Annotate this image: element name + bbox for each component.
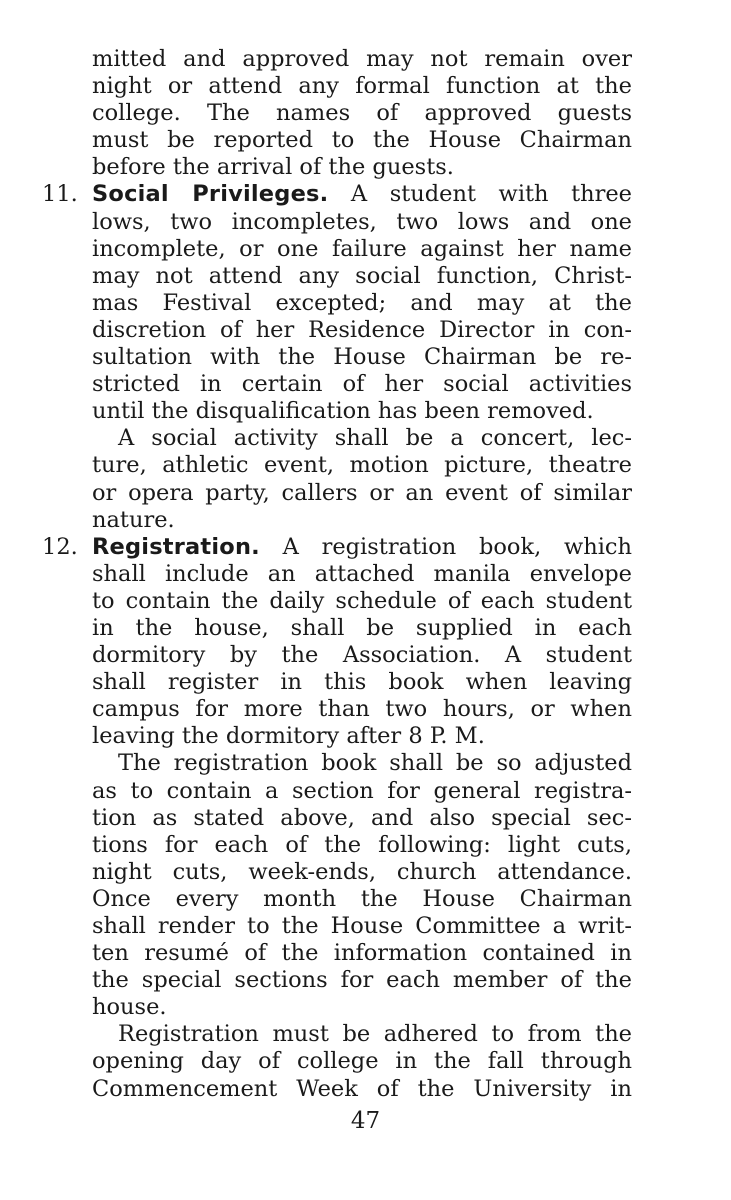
text-fragment: A registration book, which	[259, 533, 632, 560]
text-line: tions for each of the following: light cuts,	[92, 831, 632, 858]
text-line: discretion of her Residence Director in con-	[92, 316, 632, 343]
text-line: incomplete, or one failure against her name	[92, 235, 632, 262]
text-line: mas Festival excepted; and may at the	[92, 289, 632, 316]
text-line: sultation with the House Chairman be re-	[92, 344, 632, 371]
text-line: shall include an attached manila envelope	[92, 560, 632, 587]
text-line: before the arrival of the guests.	[92, 154, 454, 181]
text-line: leaving the dormitory after 8 P. M.	[92, 723, 485, 750]
text-line: house.	[92, 994, 167, 1021]
text-fragment: A student with three	[328, 181, 632, 208]
text-line: ten resumé of the information contained in	[92, 940, 632, 967]
text-line: lows, two incompletes, two lows and one	[92, 208, 632, 235]
text-line: shall render to the House Committee a writ-	[92, 913, 632, 939]
text-line: campus for more than two hours, or when	[92, 696, 632, 723]
text-line: nature.	[92, 506, 175, 533]
section-heading: Registration.	[92, 533, 260, 560]
text-line: in the house, shall be supplied in each	[92, 614, 632, 641]
text-line: college. The names of approved guests	[92, 100, 632, 127]
text-line: may not attend any social function, Christ-	[92, 262, 632, 289]
text-line: Once every month the House Chairman	[92, 885, 632, 912]
text-line: opening day of college in the fall through	[92, 1048, 632, 1075]
text-line: The registration book shall be so adjusted	[118, 750, 632, 777]
text-line: Commencement Week of the University in	[92, 1075, 632, 1102]
text-line: must be reported to the House Chairman	[92, 127, 632, 154]
section-number: 11.	[42, 181, 78, 208]
text-line: stricted in certain of her social activities	[92, 371, 632, 398]
text-line: ture, athletic event, motion picture, theatre	[92, 452, 632, 479]
text-line: the special sections for each member of the	[92, 967, 632, 994]
text-line: dormitory by the Association. A student	[92, 642, 632, 669]
text-line: A social activity shall be a concert, lec-	[118, 425, 632, 452]
section-heading: Social Privileges.	[92, 181, 329, 208]
text-line: shall register in this book when leaving	[92, 669, 632, 696]
page-number: 47	[350, 1108, 381, 1134]
section-12-first-line	[42, 533, 632, 561]
body-text	[42, 46, 632, 1103]
text-line: or opera party, callers or an event of similar	[92, 479, 632, 506]
section-11-first-line	[42, 181, 632, 208]
section-number: 12.	[42, 533, 78, 560]
text-line: as to contain a section for general registra-	[92, 777, 632, 804]
text-line: night cuts, week-ends, church attendance.	[92, 858, 632, 885]
text-line: to contain the daily schedule of each student	[92, 587, 632, 614]
text-line: mitted and approved may not remain over	[92, 46, 632, 72]
text-line: tion as stated above, and also special sec-	[92, 804, 632, 831]
text-line: until the disqualification has been removed.	[92, 398, 594, 425]
text-line: night or attend any formal function at the	[92, 73, 632, 100]
text-line: Registration must be adhered to from the	[118, 1021, 632, 1048]
